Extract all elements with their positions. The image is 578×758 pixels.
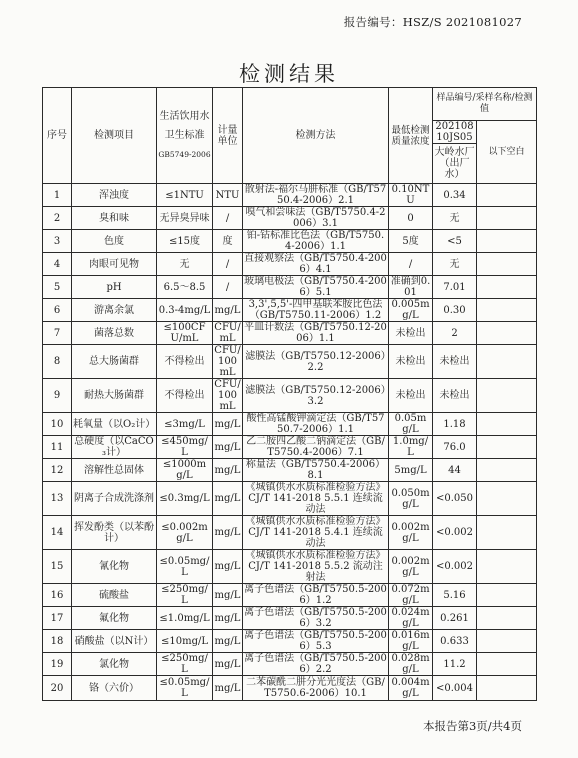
- row-method: 二苯碳酰二肼分光光度法（GB/T5750.6-2006）10.1: [243, 676, 389, 701]
- row-value: 5.16: [433, 584, 477, 607]
- row-standard-limit: 无: [157, 253, 213, 276]
- row-item: 浑浊度: [72, 184, 157, 207]
- row-method: 滤膜法（GB/T5750.12-2006）2.2: [243, 345, 389, 379]
- row-number: 15: [43, 550, 72, 584]
- row-item: 总硬度（以CaCO₃计）: [72, 436, 157, 459]
- table-row: [43, 322, 537, 345]
- row-unit: mg/L: [213, 584, 243, 607]
- row-blank-cell: [477, 253, 537, 276]
- row-value: 无: [433, 253, 477, 276]
- header-standard-line-2: 卫生标准: [164, 130, 205, 141]
- header-item: 检测项目: [72, 88, 157, 184]
- row-standard-limit: 不得检出: [157, 379, 213, 413]
- table-row: [43, 607, 537, 630]
- row-blank-cell: [477, 379, 537, 413]
- results-table: [42, 87, 537, 701]
- row-item: 总大肠菌群: [72, 345, 157, 379]
- row-item: 阴离子合成洗涤剂: [72, 482, 157, 516]
- row-detection-limit: 0.028mg/L: [389, 653, 433, 676]
- row-method: 《城镇供水水质标准检验方法》CJ/T 141-2018 5.5.2 流动注射法: [243, 550, 389, 584]
- row-blank-cell: [477, 322, 537, 345]
- row-method: 离子色谱法（GB/T5750.5-2006）2.2: [244, 653, 387, 675]
- table-row: [43, 482, 537, 516]
- table-row: [43, 550, 537, 584]
- row-standard-limit: 0.3-4mg/L: [157, 299, 213, 322]
- row-number: 19: [43, 653, 72, 676]
- header-sample-name: 大岭水厂（出厂水）: [433, 144, 477, 184]
- row-standard-limit: ≤450mg/L: [157, 436, 213, 459]
- row-unit: NTU: [213, 184, 243, 207]
- table-row: [43, 676, 537, 701]
- header-detection-limit: 最低检测质量浓度: [389, 88, 433, 184]
- row-value: 2: [433, 322, 477, 345]
- row-detection-limit: 0.024mg/L: [389, 607, 433, 630]
- row-standard-limit: 不得检出: [157, 345, 213, 379]
- row-number: 3: [43, 230, 72, 253]
- row-method: 嗅气和尝味法（GB/T5750.4-2006）3.1: [243, 207, 389, 230]
- row-detection-limit: 0.050mg/L: [389, 482, 433, 516]
- row-unit: CFU/100mL: [214, 379, 241, 412]
- row-number: 9: [43, 379, 72, 413]
- row-method: 称量法（GB/T5750.4-2006）8.1: [243, 459, 389, 482]
- row-value: <0.002: [433, 550, 477, 584]
- row-blank-cell: [477, 436, 537, 459]
- row-standard-limit: ≤250mg/L: [157, 653, 213, 676]
- row-method: 离子色谱法（GB/T5750.5-2006）1.2: [244, 584, 387, 606]
- row-value: <5: [433, 230, 477, 253]
- row-method: 《城镇供水水质标准检验方法》CJ/T 141-2018 5.4.1 连续流动法: [243, 516, 389, 550]
- row-method: 铂-钴标准比色法（GB/T5750.4-2006）1.1: [243, 230, 389, 253]
- row-blank-cell: [477, 550, 537, 584]
- row-unit: mg/L: [213, 413, 243, 436]
- header-sample-id: 20210810JS05: [433, 121, 477, 144]
- row-unit: mg/L: [213, 436, 243, 459]
- row-value: 11.2: [433, 653, 477, 676]
- table-row: [43, 459, 537, 482]
- row-standard-limit: ≤250mg/L: [157, 584, 213, 607]
- row-blank-cell: [477, 299, 537, 322]
- row-blank-cell: [477, 230, 537, 253]
- row-number: 16: [43, 584, 72, 607]
- row-detection-limit: 0.072mg/L: [389, 584, 433, 607]
- row-standard-limit: ≤1000mg/L: [157, 459, 213, 482]
- row-number: 7: [43, 322, 72, 345]
- row-item: 游离余氯: [72, 299, 157, 322]
- row-detection-limit: 5度: [389, 230, 433, 253]
- row-standard-limit: ≤0.002mg/L: [157, 516, 213, 550]
- row-detection-limit: 未检出: [389, 345, 433, 379]
- row-detection-limit: 0.004mg/L: [389, 676, 433, 701]
- row-value: 无: [433, 207, 477, 230]
- row-unit: 度: [213, 230, 243, 253]
- table-row: [43, 653, 537, 676]
- row-item: 菌落总数: [72, 322, 157, 345]
- row-detection-limit: 1.0mg/L: [389, 436, 433, 459]
- table-row: [43, 207, 537, 230]
- row-unit: mg/L: [213, 653, 243, 676]
- row-detection-limit: /: [389, 253, 433, 276]
- row-standard-limit: ≤0.05mg/L: [157, 550, 213, 584]
- row-blank-cell: [477, 584, 537, 607]
- row-value: 0.633: [433, 630, 477, 653]
- row-standard-limit: ≤1.0mg/L: [157, 607, 213, 630]
- header-seq: 序号: [43, 88, 72, 184]
- row-detection-limit: 未检出: [389, 322, 433, 345]
- row-unit: mg/L: [213, 299, 243, 322]
- row-method: 乙二胺四乙酸二钠滴定法（GB/T5750.4-2006）7.1: [243, 436, 389, 459]
- row-detection-limit: 0.002mg/L: [389, 550, 433, 584]
- table-row: [43, 413, 537, 436]
- header-method: 检测方法: [243, 88, 389, 184]
- row-unit: mg/L: [213, 482, 243, 516]
- row-item: 铬（六价）: [72, 676, 157, 701]
- row-standard-limit: ≤15度: [157, 230, 213, 253]
- row-blank-cell: [477, 676, 537, 701]
- row-item: pH: [72, 276, 157, 299]
- row-method: 滤膜法（GB/T5750.12-2006）3.2: [243, 379, 389, 413]
- table-row: [43, 379, 537, 413]
- row-method: 平皿计数法（GB/T5750.12-2006）1.1: [244, 322, 387, 344]
- row-detection-limit: 0.10NTU: [389, 184, 433, 207]
- row-unit: /: [213, 207, 243, 230]
- row-unit: mg/L: [213, 459, 243, 482]
- page-title: 检测结果: [239, 62, 339, 86]
- row-unit: mg/L: [213, 676, 243, 701]
- row-number: 8: [43, 345, 72, 379]
- row-number: 17: [43, 607, 72, 630]
- header-standard-line-1: 生活饮用水: [159, 111, 210, 122]
- row-item: 氰化物: [72, 550, 157, 584]
- row-number: 18: [43, 630, 72, 653]
- report-number: 报告编号：HSZ/S 2021081027: [343, 15, 522, 29]
- table-row: [43, 184, 537, 207]
- row-standard-limit: ≤100CFU/mL: [157, 322, 213, 345]
- row-item: 挥发酚类（以苯酚计）: [72, 516, 157, 550]
- row-method: 离子色谱法（GB/T5750.5-2006）3.2: [244, 607, 387, 629]
- header-standard: [157, 88, 213, 184]
- header-unit: 计量单位: [213, 88, 243, 184]
- row-detection-limit: 0: [389, 207, 433, 230]
- row-unit: /: [213, 276, 243, 299]
- row-item: 耐热大肠菌群: [72, 379, 157, 413]
- row-item: 溶解性总固体: [72, 459, 157, 482]
- row-value: 未检出: [433, 345, 477, 379]
- table-row: [43, 253, 537, 276]
- row-blank-cell: [477, 653, 537, 676]
- table-row: [43, 299, 537, 322]
- row-unit: /: [213, 253, 243, 276]
- row-unit: CFU/mL: [214, 322, 241, 344]
- row-unit: mg/L: [213, 607, 243, 630]
- row-item: 氯化物: [72, 653, 157, 676]
- row-unit: mg/L: [213, 550, 243, 584]
- row-blank-cell: [477, 413, 537, 436]
- row-item: 耗氧量（以O₂计）: [72, 413, 157, 436]
- header-standard-line-3: GB5749-2006: [158, 150, 211, 159]
- row-blank-cell: [477, 607, 537, 630]
- row-blank-cell: [477, 630, 537, 653]
- row-item: 臭和味: [72, 207, 157, 230]
- row-detection-limit: 准确到0.01: [389, 276, 433, 299]
- row-item: 硫酸盐: [72, 584, 157, 607]
- row-number: 13: [43, 482, 72, 516]
- row-method: 《城镇供水水质标准检验方法》CJ/T 141-2018 5.5.1 连续流动法: [243, 482, 389, 516]
- header-sample-note: 以下空白: [477, 121, 537, 184]
- table-row: [43, 230, 537, 253]
- row-method: 酸性高锰酸钾滴定法（GB/T5750.7-2006）1.1: [243, 413, 389, 436]
- header-sample: 样品编号/采样名称/检测值: [433, 88, 537, 121]
- row-value: 未检出: [433, 379, 477, 413]
- row-detection-limit: 5mg/L: [389, 459, 433, 482]
- table-row: [43, 516, 537, 550]
- row-blank-cell: [477, 459, 537, 482]
- row-blank-cell: [477, 516, 537, 550]
- row-item: 色度: [72, 230, 157, 253]
- row-blank-cell: [477, 276, 537, 299]
- row-value: 7.01: [433, 276, 477, 299]
- row-value: 44: [433, 459, 477, 482]
- row-number: 5: [43, 276, 72, 299]
- row-value: <0.004: [433, 676, 477, 701]
- row-number: 11: [43, 436, 72, 459]
- table-row: [43, 436, 537, 459]
- row-method: 离子色谱法（GB/T5750.5-2006）5.3: [244, 630, 387, 652]
- row-unit: mg/L: [213, 516, 243, 550]
- row-unit: CFU/100mL: [214, 345, 241, 378]
- row-number: 1: [43, 184, 72, 207]
- row-item: 硝酸盐（以N计）: [72, 630, 157, 653]
- row-number: 6: [43, 299, 72, 322]
- row-method: 玻璃电极法（GB/T5750.4-2006）5.1: [244, 276, 387, 298]
- row-blank-cell: [477, 345, 537, 379]
- row-value: 0.34: [433, 184, 477, 207]
- row-blank-cell: [477, 207, 537, 230]
- row-detection-limit: 0.002mg/L: [389, 516, 433, 550]
- row-value: 76.0: [433, 436, 477, 459]
- table-row: [43, 584, 537, 607]
- table-row: [43, 630, 537, 653]
- row-value: <0.002: [433, 516, 477, 550]
- row-value: <0.050: [433, 482, 477, 516]
- row-detection-limit: 0.05mg/L: [389, 413, 433, 436]
- row-item: 氟化物: [72, 607, 157, 630]
- row-blank-cell: [477, 184, 537, 207]
- table-row: [43, 276, 537, 299]
- row-item: 肉眼可见物: [72, 253, 157, 276]
- row-value: 1.18: [433, 413, 477, 436]
- row-method: 直接观察法（GB/T5750.4-2006）4.1: [244, 253, 387, 275]
- table-row: [43, 345, 537, 379]
- row-method: 散射法-福尔马肼标准（GB/T5750.4-2006）2.1: [243, 184, 389, 207]
- row-number: 14: [43, 516, 72, 550]
- row-standard-limit: ≤0.05mg/L: [157, 676, 213, 701]
- row-unit: mg/L: [213, 630, 243, 653]
- row-standard-limit: ≤10mg/L: [157, 630, 213, 653]
- row-method: 3,3',5,5'-四甲基联苯胺比色法（GB/T5750.11-2006）1.2: [243, 299, 389, 322]
- row-standard-limit: 无异臭异味: [157, 207, 213, 230]
- row-number: 2: [43, 207, 72, 230]
- row-blank-cell: [477, 482, 537, 516]
- row-detection-limit: 0.016mg/L: [389, 630, 433, 653]
- row-detection-limit: 0.005mg/L: [389, 299, 433, 322]
- row-standard-limit: ≤1NTU: [157, 184, 213, 207]
- row-standard-limit: ≤0.3mg/L: [157, 482, 213, 516]
- row-standard-limit: 6.5～8.5: [157, 276, 213, 299]
- row-number: 20: [43, 676, 72, 701]
- row-number: 12: [43, 459, 72, 482]
- row-value: 0.30: [433, 299, 477, 322]
- row-number: 4: [43, 253, 72, 276]
- page-footer: 本报告第3页/共4页: [422, 719, 522, 733]
- row-value: 0.261: [433, 607, 477, 630]
- row-number: 10: [43, 413, 72, 436]
- row-detection-limit: 未检出: [389, 379, 433, 413]
- row-standard-limit: ≤3mg/L: [157, 413, 213, 436]
